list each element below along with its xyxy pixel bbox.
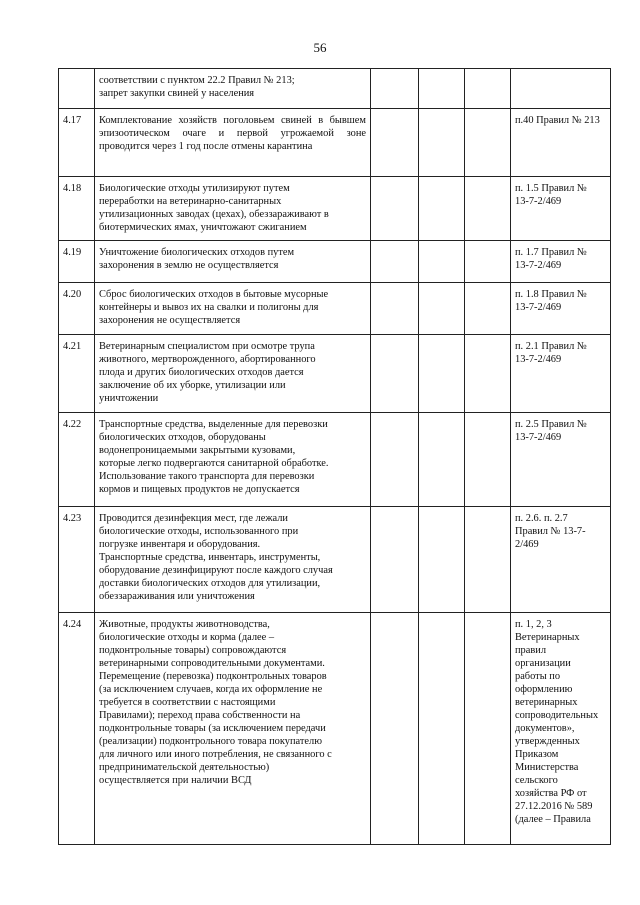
empty-cell xyxy=(419,283,465,335)
empty-cell xyxy=(371,241,419,283)
row-reference: п. 1, 2, 3 Ветеринарных правил организации работы по оформлению ветеринарных сопроводительных документов», утвержденных Приказом Министерства сельского хозяйства РФ от 27.12.2016 № 589 (далее – Правила xyxy=(511,613,611,845)
empty-cell xyxy=(419,241,465,283)
row-reference: п. 2.1 Правил № 13-7-2/469 xyxy=(511,335,611,413)
empty-cell xyxy=(371,283,419,335)
row-requirement-text xyxy=(95,69,371,109)
empty-cell xyxy=(419,507,465,613)
row-number: 4.22 xyxy=(59,413,95,507)
table-row xyxy=(59,283,611,335)
row-reference xyxy=(511,69,611,109)
row-number: 4.18 xyxy=(59,177,95,241)
empty-cell xyxy=(371,177,419,241)
requirement-paragraph: Ветеринарным специалистом при осмотре трупа животного, мертворожденного, абортированного плода и других биологических отходов дается заключение об их уборке, утилизации или уничтожении xyxy=(99,341,316,404)
row-reference: п. 1.8 Правил № 13-7-2/469 xyxy=(511,283,611,335)
row-requirement-text xyxy=(95,413,371,507)
empty-cell xyxy=(371,69,419,109)
table-row xyxy=(59,413,611,507)
row-reference: п. 1.5 Правил № 13-7-2/469 xyxy=(511,177,611,241)
table-row xyxy=(59,507,611,613)
row-reference: п.40 Правил № 213 xyxy=(511,109,611,177)
row-reference: п. 2.6. п. 2.7 Правил № 13-7- 2/469 xyxy=(511,507,611,613)
requirement-paragraph: Комплектование хозяйств поголовьем свиней в бывшем эпизоотическом очаге и первой угрожаемой зоне проводится через 1 год после отмены карантина xyxy=(99,115,366,152)
empty-cell xyxy=(465,283,511,335)
table-row xyxy=(59,177,611,241)
table-row xyxy=(59,69,611,109)
table-row xyxy=(59,335,611,413)
requirement-paragraph: Биологические отходы утилизируют путем переработки на ветеринарно-санитарных утилизационных заводах (цехах), обеззараживают в биотермических ямах, уничтожают сжиганием xyxy=(99,183,329,233)
row-number: 4.23 xyxy=(59,507,95,613)
empty-cell xyxy=(419,177,465,241)
empty-cell xyxy=(465,241,511,283)
empty-cell xyxy=(419,335,465,413)
table-row xyxy=(59,613,611,845)
empty-cell xyxy=(419,109,465,177)
row-requirement-text xyxy=(95,177,371,241)
page-number: 56 xyxy=(313,40,327,55)
requirement-paragraph: Использование такого транспорта для перевозки кормов и пищевых продуктов не допускается xyxy=(99,471,315,495)
row-number: 4.21 xyxy=(59,335,95,413)
empty-cell xyxy=(465,507,511,613)
requirement-paragraph: Животные, продукты животноводства, биологические отходы и корма (далее – подконтрольные товары) сопровождаются ветеринарными сопроводительными документами. Перемещение (перевозка) подконтрольных товаров (за исключением случаев, когда их оформление не требуется в соответствии с настоящими Правилами); переход права собственности на подконтрольные товары (за исключением передачи (реализации) подконтрольного товара покупателю для личного или иного потребления, не связанного с предпринимательской деятельностью) осуществляется при наличии ВСД xyxy=(99,619,332,786)
table-row xyxy=(59,109,611,177)
requirement-paragraph: Сброс биологических отходов в бытовые мусорные контейнеры и вывоз их на свалки и полигоны для захоронения не осуществляется xyxy=(99,289,329,326)
empty-cell xyxy=(465,335,511,413)
empty-cell xyxy=(465,413,511,507)
row-number: 4.24 xyxy=(59,613,95,845)
empty-cell xyxy=(465,177,511,241)
requirement-paragraph: Транспортные средства, выделенные для перевозки биологических отходов, оборудованы водонепроницаемыми закрытыми кузовами, которые легко подвергаются санитарной обработке. xyxy=(99,419,329,469)
table-row xyxy=(59,241,611,283)
empty-cell xyxy=(419,613,465,845)
empty-cell xyxy=(465,613,511,845)
row-requirement-text xyxy=(95,507,371,613)
requirement-paragraph: соответствии с пунктом 22.2 Правил № 213; запрет закупки свиней у населения xyxy=(99,75,295,99)
row-requirement-text xyxy=(95,241,371,283)
empty-cell xyxy=(371,335,419,413)
requirement-paragraph: Уничтожение биологических отходов путем захоронения в землю не осуществляется xyxy=(99,247,295,271)
row-number: 4.17 xyxy=(59,109,95,177)
empty-cell xyxy=(371,613,419,845)
row-requirement-text xyxy=(95,283,371,335)
row-requirement-text xyxy=(95,613,371,845)
row-number xyxy=(59,69,95,109)
row-number: 4.19 xyxy=(59,241,95,283)
empty-cell xyxy=(371,413,419,507)
rules-table xyxy=(58,68,611,845)
empty-cell xyxy=(419,413,465,507)
row-reference: п. 2.5 Правил № 13-7-2/469 xyxy=(511,413,611,507)
empty-cell xyxy=(465,69,511,109)
requirement-paragraph: Транспортные средства, инвентарь, инструменты, оборудование дезинфицируют после каждого случая доставки биологических отходов для утилизации, обеззараживания или уничтожения xyxy=(99,552,333,602)
row-requirement-text xyxy=(95,335,371,413)
row-requirement-text xyxy=(95,109,371,177)
empty-cell xyxy=(371,109,419,177)
empty-cell xyxy=(419,69,465,109)
empty-cell xyxy=(465,109,511,177)
requirement-paragraph: Проводится дезинфекция мест, где лежали биологические отходы, использованного при погрузке инвентаря и оборудования. xyxy=(99,513,299,550)
row-number: 4.20 xyxy=(59,283,95,335)
row-reference: п. 1.7 Правил № 13-7-2/469 xyxy=(511,241,611,283)
empty-cell xyxy=(371,507,419,613)
